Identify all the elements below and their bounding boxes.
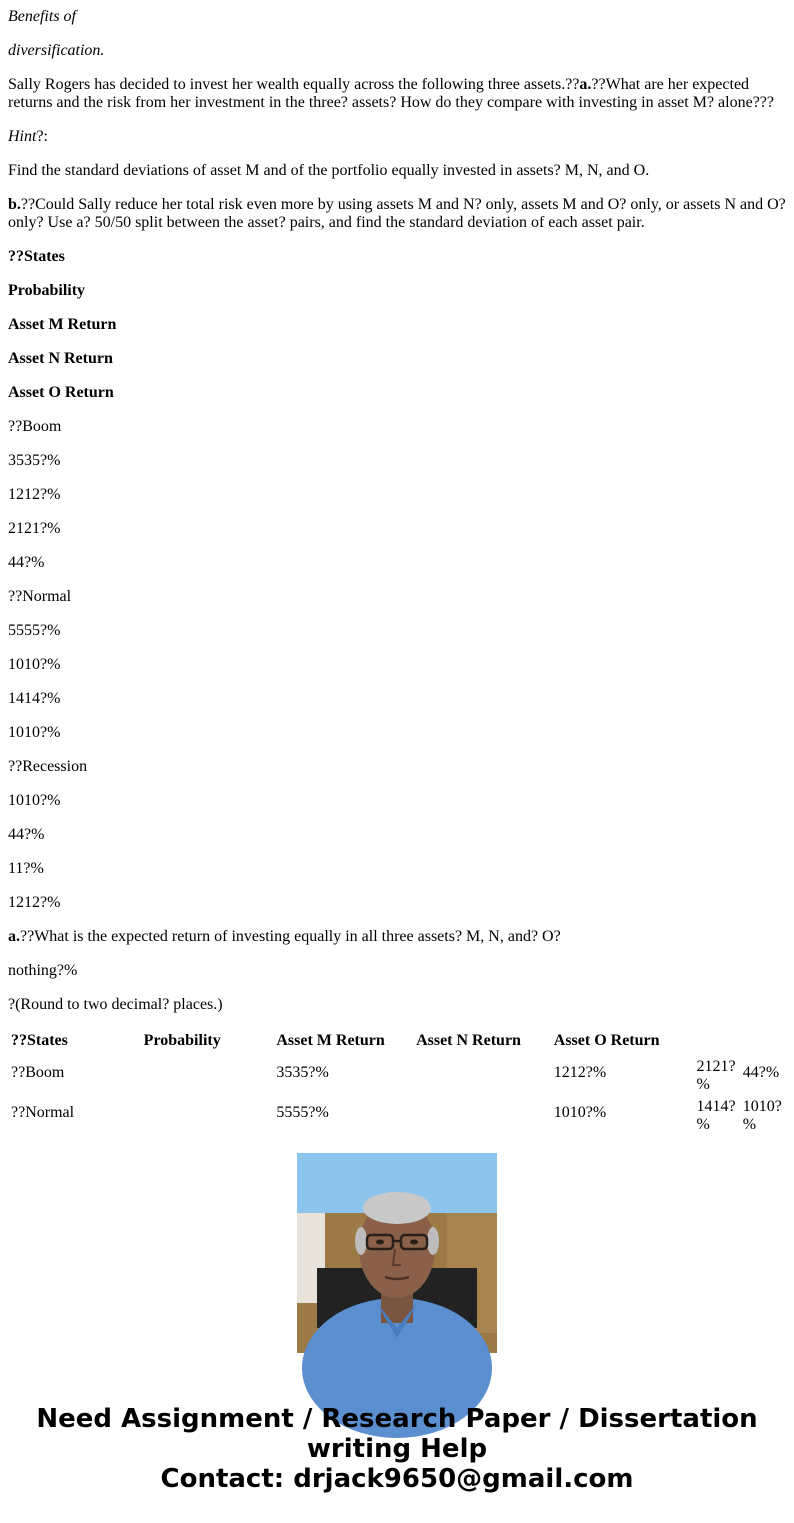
table-cell: 5555?% — [276, 1104, 329, 1121]
list-value: 1212?% — [8, 486, 61, 503]
table-row — [10, 1094, 786, 1132]
list-value: 1414?% — [8, 690, 61, 707]
avatar-portrait-icon — [297, 1153, 497, 1353]
states-table — [8, 1028, 788, 1134]
list-value: 1010?% — [8, 792, 61, 809]
promo-banner — [0, 1404, 794, 1494]
list-value: 2121?% — [8, 520, 61, 537]
list-header-asset-n: Asset N Return — [8, 350, 113, 367]
list-value: ??Normal — [8, 588, 72, 605]
table-header-asset-n: Asset N Return — [416, 1032, 521, 1049]
table-cell — [143, 1094, 274, 1132]
list-header-asset-m: Asset M Return — [8, 316, 117, 333]
table-cell-text: 44?% — [742, 1064, 780, 1081]
list-header-probability: Probability — [8, 282, 86, 299]
list-value: 1212?% — [8, 894, 61, 911]
table-header-states: ??States — [11, 1032, 68, 1049]
table-cell-text: 1010?% — [742, 1098, 782, 1133]
table-header-probability: Probability — [143, 1032, 221, 1049]
table-cell — [696, 1094, 740, 1132]
table-cell — [742, 1054, 786, 1092]
table-cell — [696, 1054, 740, 1092]
table-cell-text: 1414?% — [696, 1098, 736, 1133]
table-header-extra-1 — [696, 1030, 740, 1052]
hint-text: Find the standard deviations of asset M and of the portfolio equally invested in assets? M, N, and O. — [8, 162, 650, 179]
list-value: 44?% — [8, 554, 45, 571]
round-note: ?(Round to two decimal? places.) — [8, 996, 223, 1013]
table-cell — [742, 1094, 786, 1132]
table-cell — [415, 1094, 551, 1132]
title-line-2: diversification. — [8, 42, 105, 59]
answer-value[interactable]: nothing?% — [8, 962, 78, 979]
list-header-asset-o: Asset O Return — [8, 384, 114, 401]
hint-suffix: ?: — [36, 128, 48, 145]
answer-label: a. — [8, 928, 20, 945]
part-a-text: ??What are her expected returns and the risk from her investment in the three? assets? How do they compare with investing in asset M? alone??? — [8, 76, 774, 111]
answer-question-text: ??What is the expected return of investing equally in all three assets? M, N, and? O? — [20, 928, 561, 945]
table-cell: 1212?% — [553, 1064, 607, 1081]
list-header-states: ??States — [8, 248, 65, 265]
table-cell: ??Boom — [11, 1064, 65, 1081]
part-b-text: ??Could Sally reduce her total risk even more by using assets M and N? only, assets M and O? only, or assets N and O? only? Use a? 50/50 split between the asset? pairs, and find the standard deviation of each asset pair. — [8, 196, 786, 231]
part-a-label: a. — [579, 76, 592, 93]
promo-line-2: writing Help — [306, 1434, 488, 1464]
table-cell: 1010?% — [553, 1104, 607, 1121]
list-value: 1010?% — [8, 656, 61, 673]
promo-line-1: Need Assignment / Research Paper / Dissertation — [36, 1404, 758, 1434]
table-row — [10, 1054, 786, 1092]
table-header-row — [10, 1030, 786, 1052]
avatar — [297, 1153, 497, 1353]
table-header-asset-o: Asset O Return — [553, 1032, 660, 1049]
list-value: 3535?% — [8, 452, 61, 469]
table-cell — [143, 1054, 274, 1092]
list-value: 11?% — [8, 860, 44, 877]
list-value: 44?% — [8, 826, 45, 843]
list-value: 1010?% — [8, 724, 61, 741]
list-value: ??Recession — [8, 758, 88, 775]
title-line-1: Benefits of — [8, 8, 76, 25]
list-value: 5555?% — [8, 622, 61, 639]
table-header-asset-m: Asset M Return — [276, 1032, 385, 1049]
table-header-extra-2 — [742, 1030, 786, 1052]
table-cell: 3535?% — [276, 1064, 329, 1081]
table-cell: ??Normal — [11, 1104, 75, 1121]
hint-label: Hint — [8, 128, 37, 145]
table-cell — [415, 1054, 551, 1092]
list-value: ??Boom — [8, 418, 62, 435]
table-cell-text: 2121?% — [696, 1058, 736, 1093]
intro-text: Sally Rogers has decided to invest her wealth equally across the following three assets.?? — [8, 76, 580, 93]
promo-contact[interactable]: Contact: drjack9650@gmail.com — [160, 1464, 634, 1494]
part-b-label: b. — [8, 196, 21, 213]
